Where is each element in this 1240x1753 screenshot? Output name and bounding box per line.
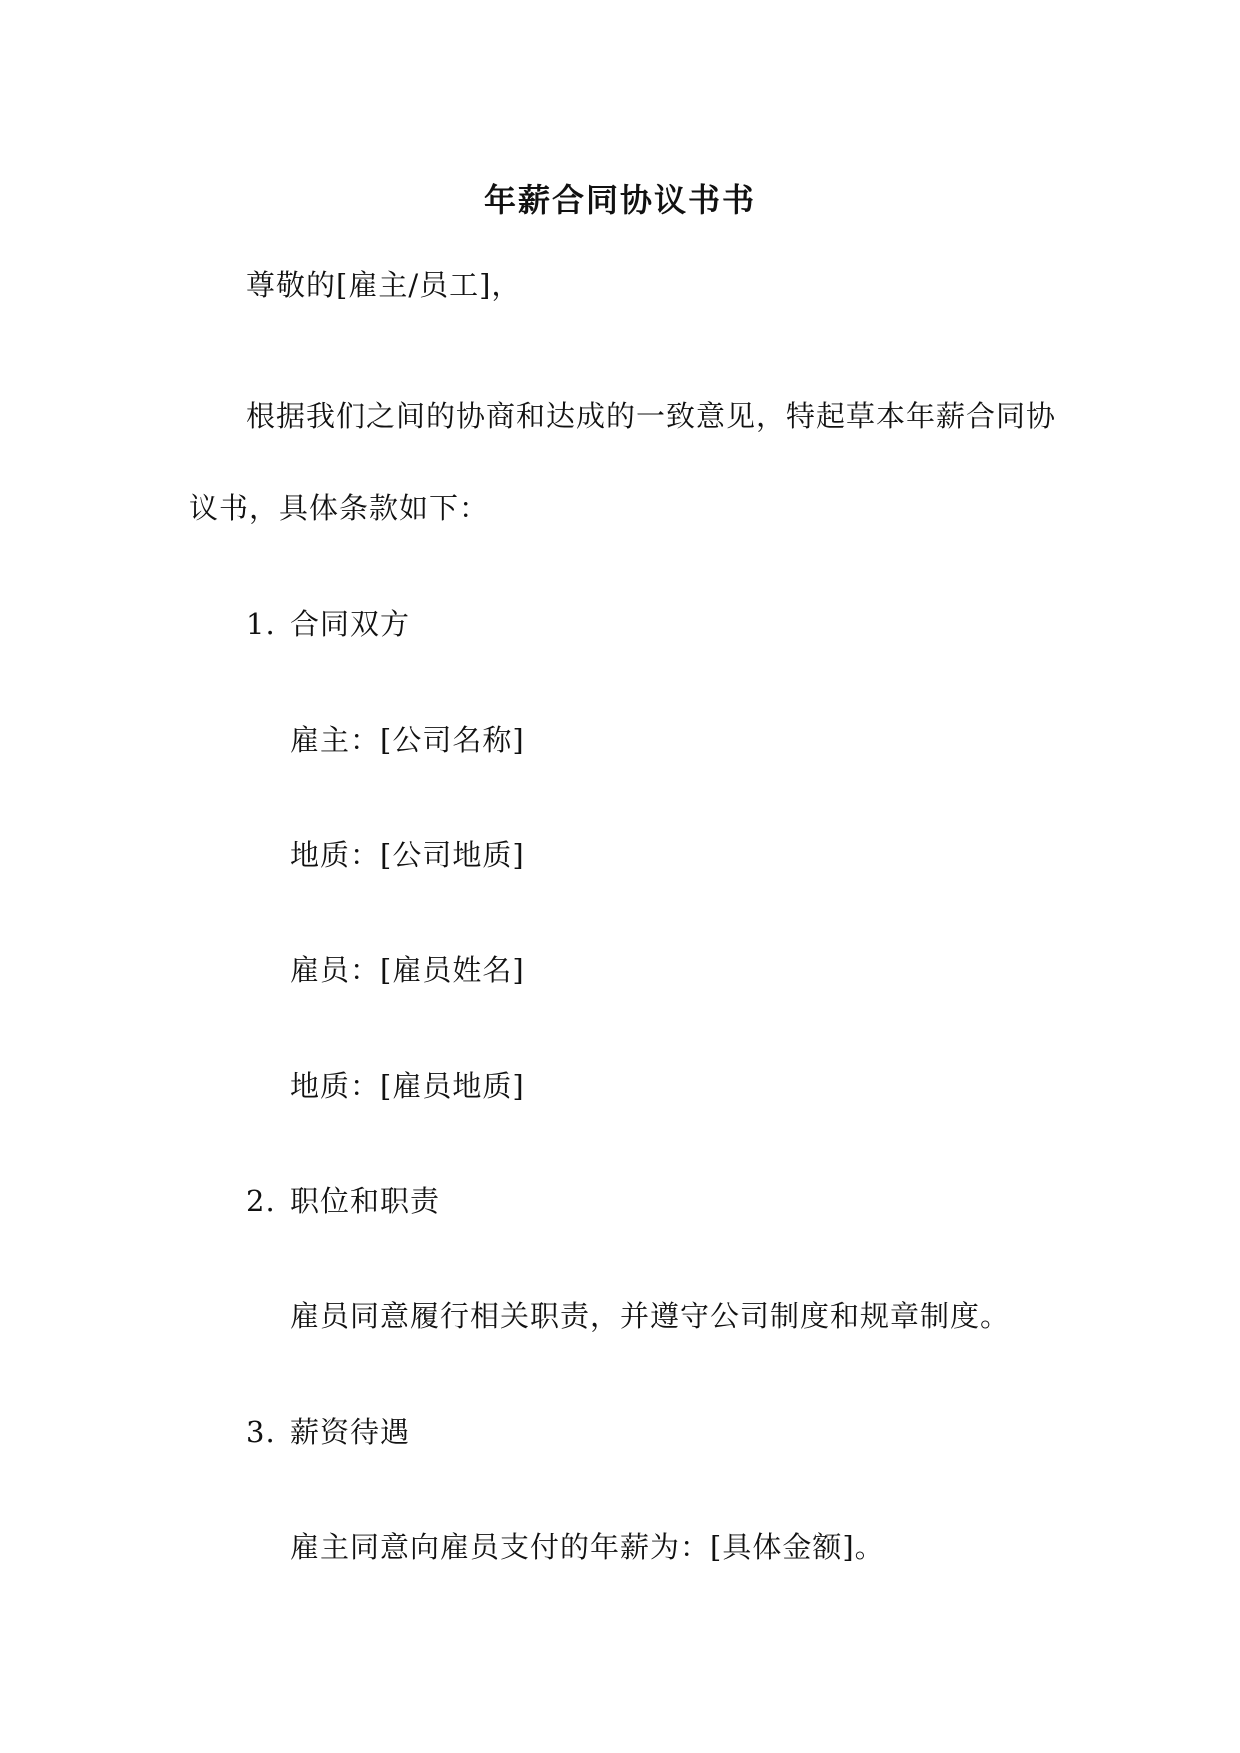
section-title: 薪资待遇 <box>290 1415 411 1449</box>
section-line: 雇员：[雇员姓名] <box>290 953 525 987</box>
section-line: 雇主同意向雇员支付的年薪为：[具体金额]。 <box>290 1530 885 1564</box>
document-title: 年薪合同协议书书 <box>483 181 756 219</box>
salutation: 尊敬的[雇主/员工]， <box>246 268 522 302</box>
section-number: 2. <box>246 1184 276 1218</box>
section-title: 职位和职责 <box>290 1184 441 1218</box>
section-line: 地质：[雇员地质] <box>290 1069 525 1103</box>
section-number: 3. <box>246 1415 276 1449</box>
section-heading <box>246 604 410 644</box>
section-line: 地质：[公司地质] <box>290 838 525 872</box>
section-heading <box>246 1412 410 1452</box>
section-line: 雇主：[公司名称] <box>290 723 525 757</box>
section-line: 雇员同意履行相关职责，并遵守公司制度和规章制度。 <box>290 1299 1011 1333</box>
section-title: 合同双方 <box>290 607 411 641</box>
section-heading <box>246 1181 440 1221</box>
section-number: 1. <box>246 607 276 641</box>
intro-line-1: 根据我们之间的协商和达成的一致意见，特起草本年薪合同协 <box>246 399 1057 433</box>
intro-line-2: 议书，具体条款如下： <box>189 491 490 525</box>
